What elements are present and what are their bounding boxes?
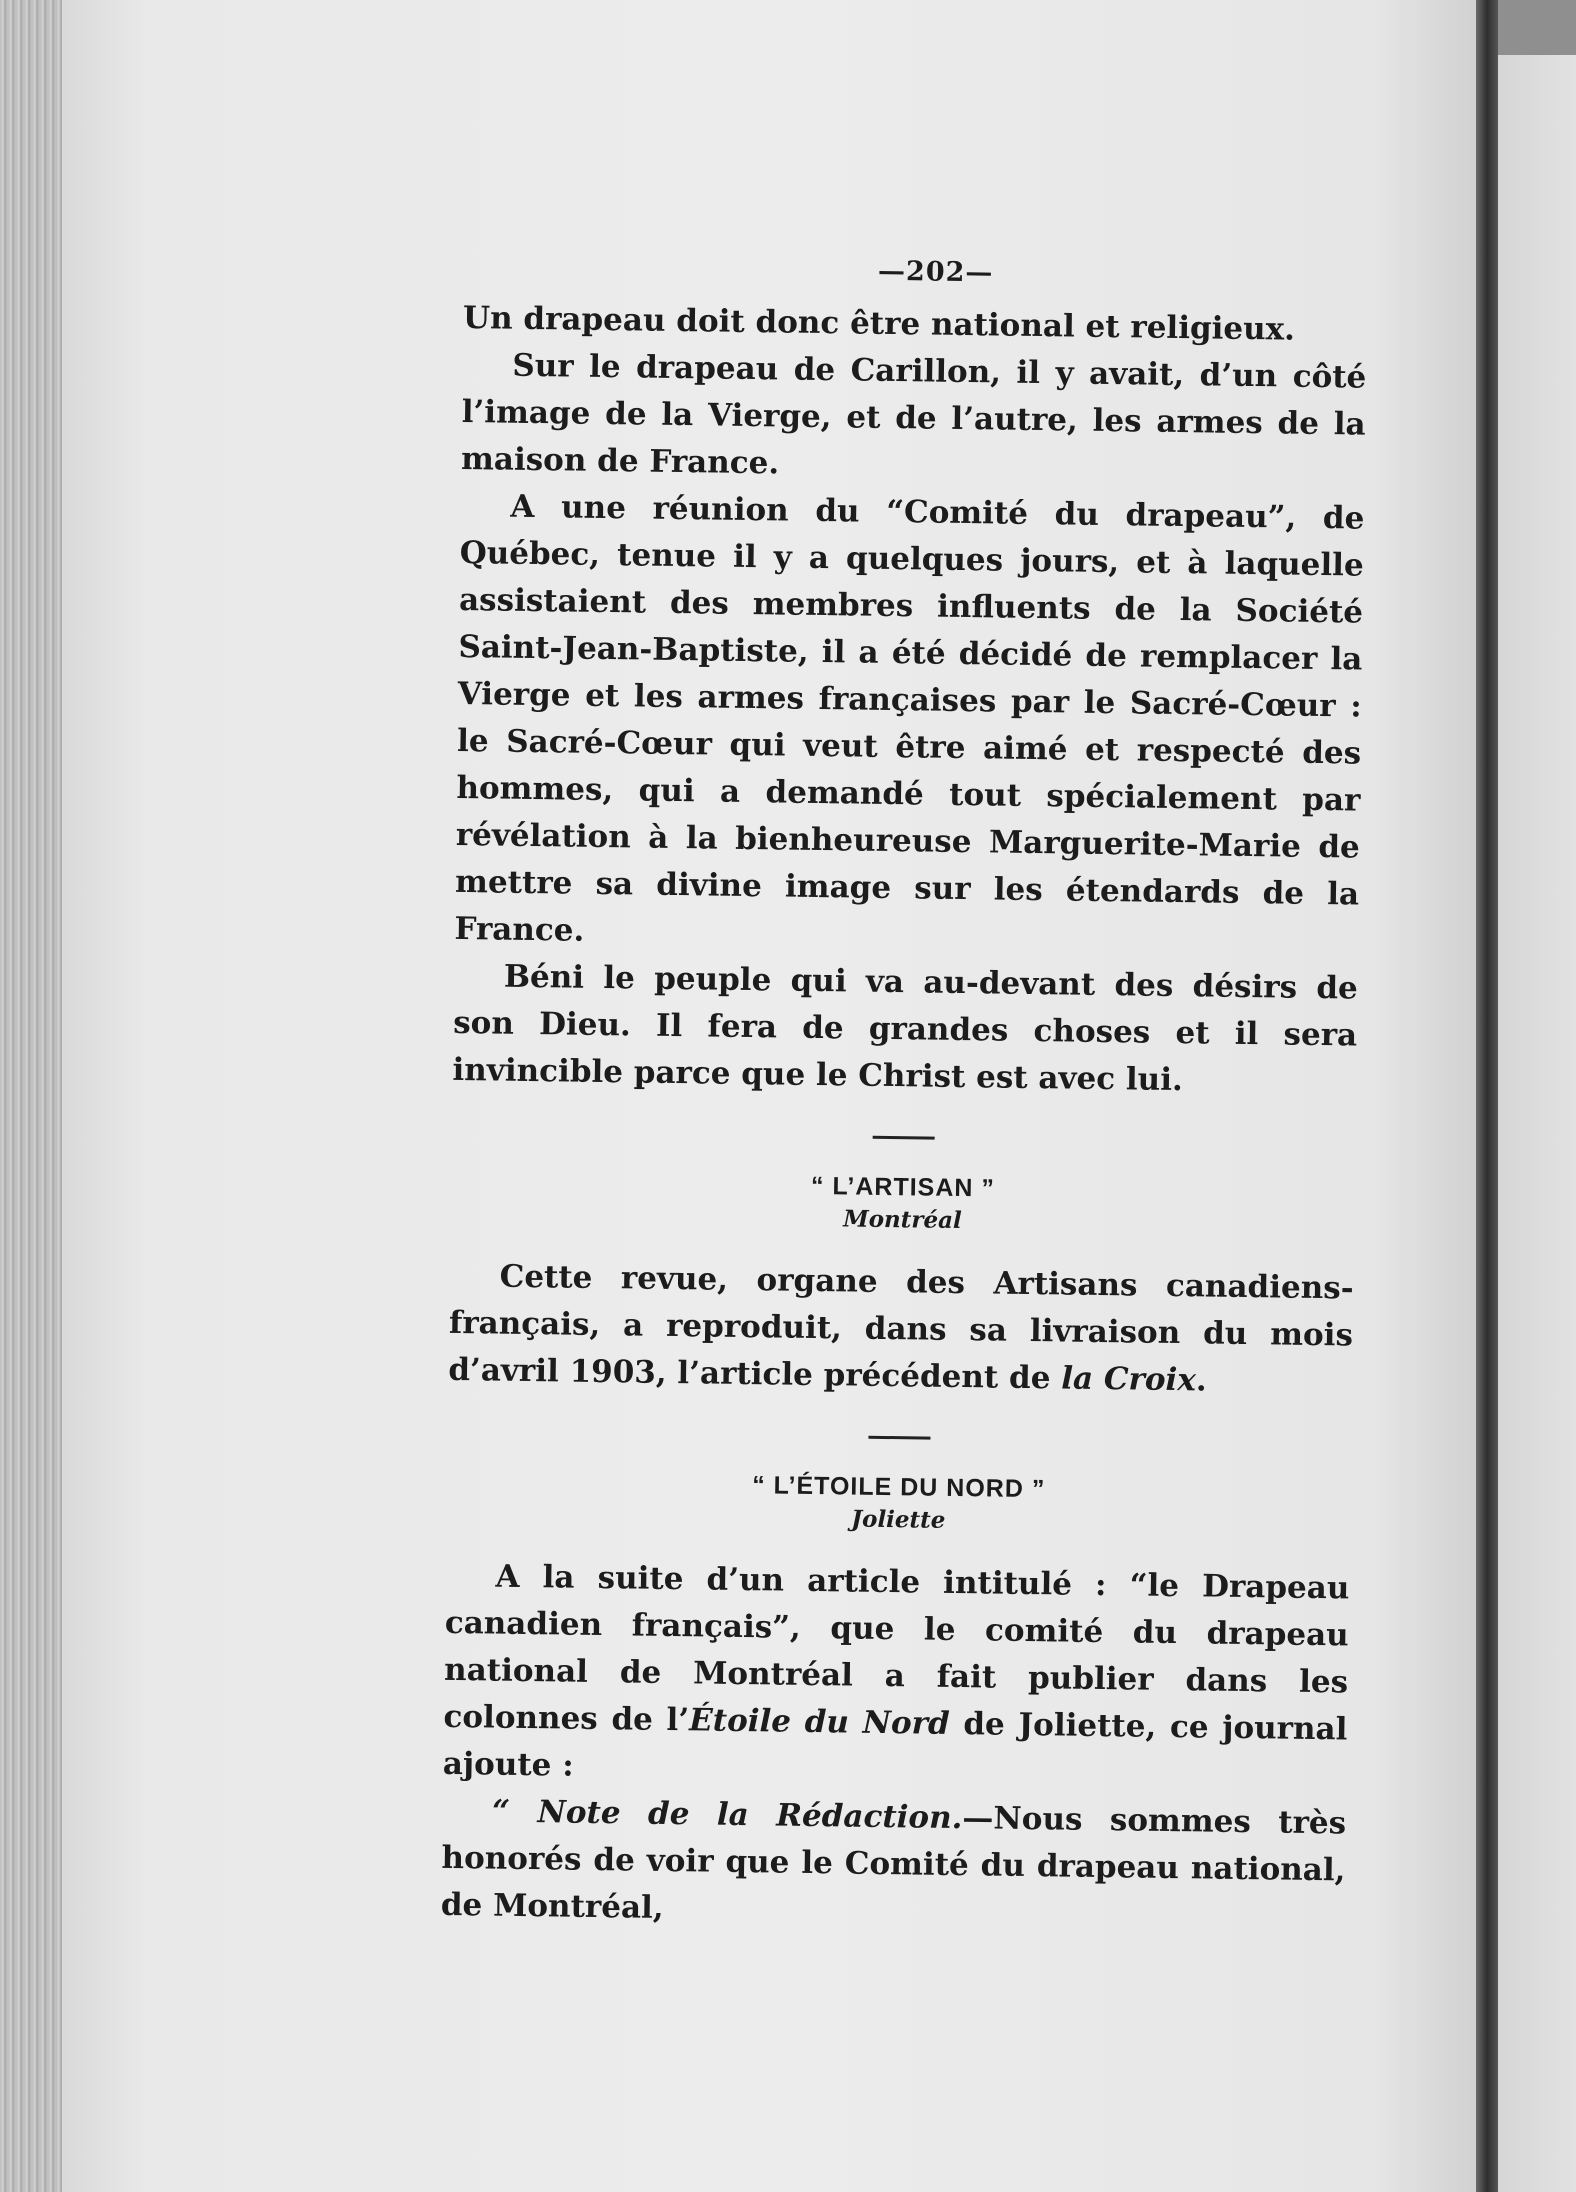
section-divider <box>868 1436 930 1440</box>
paragraph: Béni le peuple qui va au-devant des désirs de son Dieu. Il fera de grandes choses et il sera invincible parce que le Christ est avec lui. <box>452 958 1359 1099</box>
paragraph: Sur le drapeau de Carillon, il y avait, d’un côté l’image de la Vierge, et de l’autre, les armes de la maison de France. <box>460 347 1367 482</box>
artisan-italic-title: la Croix <box>1060 1360 1197 1399</box>
page-content <box>441 250 1368 1941</box>
page-number: —202— <box>877 255 994 289</box>
section-location-etoile: Joliette <box>851 1505 946 1534</box>
note-text: —Nous sommes très honorés de voir que le Comité du drapeau national, de Montréal, <box>440 1800 1347 1926</box>
facing-page-edge <box>1498 55 1576 2192</box>
note-label: “ Note de la Rédaction. <box>491 1793 963 1837</box>
section-title-etoile: “ L’ÉTOILE DU NORD ” <box>751 1471 1046 1504</box>
paragraph-etoile-2 <box>441 1788 1347 1942</box>
section-divider <box>873 1136 935 1140</box>
paragraph-etoile-1 <box>443 1553 1350 1801</box>
section-location-artisan: Montréal <box>843 1205 962 1235</box>
artisan-text: Cette revue, organe des Artisans canadiens-français, a reproduit, dans sa livraison du mois d’avril 1903, l’article précédent de <box>448 1258 1354 1397</box>
paragraph: A une réunion du “Comité du drapeau”, de Québec, tenue il y a quelques jours, et à laquelle assistaient des membres influents de la Société Saint-Jean-Baptiste, il a été décidé de remplacer la Vierge et les armes françaises par le Sacré-Cœur : le Sacré-Cœur qui veut être aimé et respecté des hommes, qui a demandé tout spécialement par révélation à la bienheureuse Marguerite-Marie de mettre sa divine image sur les étendards de la France. <box>454 488 1365 949</box>
artisan-text-end: . <box>1195 1362 1207 1399</box>
etoile-italic-title: Étoile du Nord <box>688 1702 950 1742</box>
etoile-text-end: de Joliette, ce journal ajoute : <box>442 1705 1348 1784</box>
etoile-text: A la suite d’un article intitulé : “le Drapeau canadien français”, que le comité du drapeau national de Montréal a fait publier dans les colonnes de l’ <box>443 1558 1350 1739</box>
section-title-artisan: “ L’ARTISAN ” <box>810 1171 996 1203</box>
page-gutter <box>1476 0 1498 2192</box>
paragraph-artisan <box>448 1253 1354 1407</box>
paragraph: Un drapeau doit donc être national et religieux. <box>462 299 1296 348</box>
